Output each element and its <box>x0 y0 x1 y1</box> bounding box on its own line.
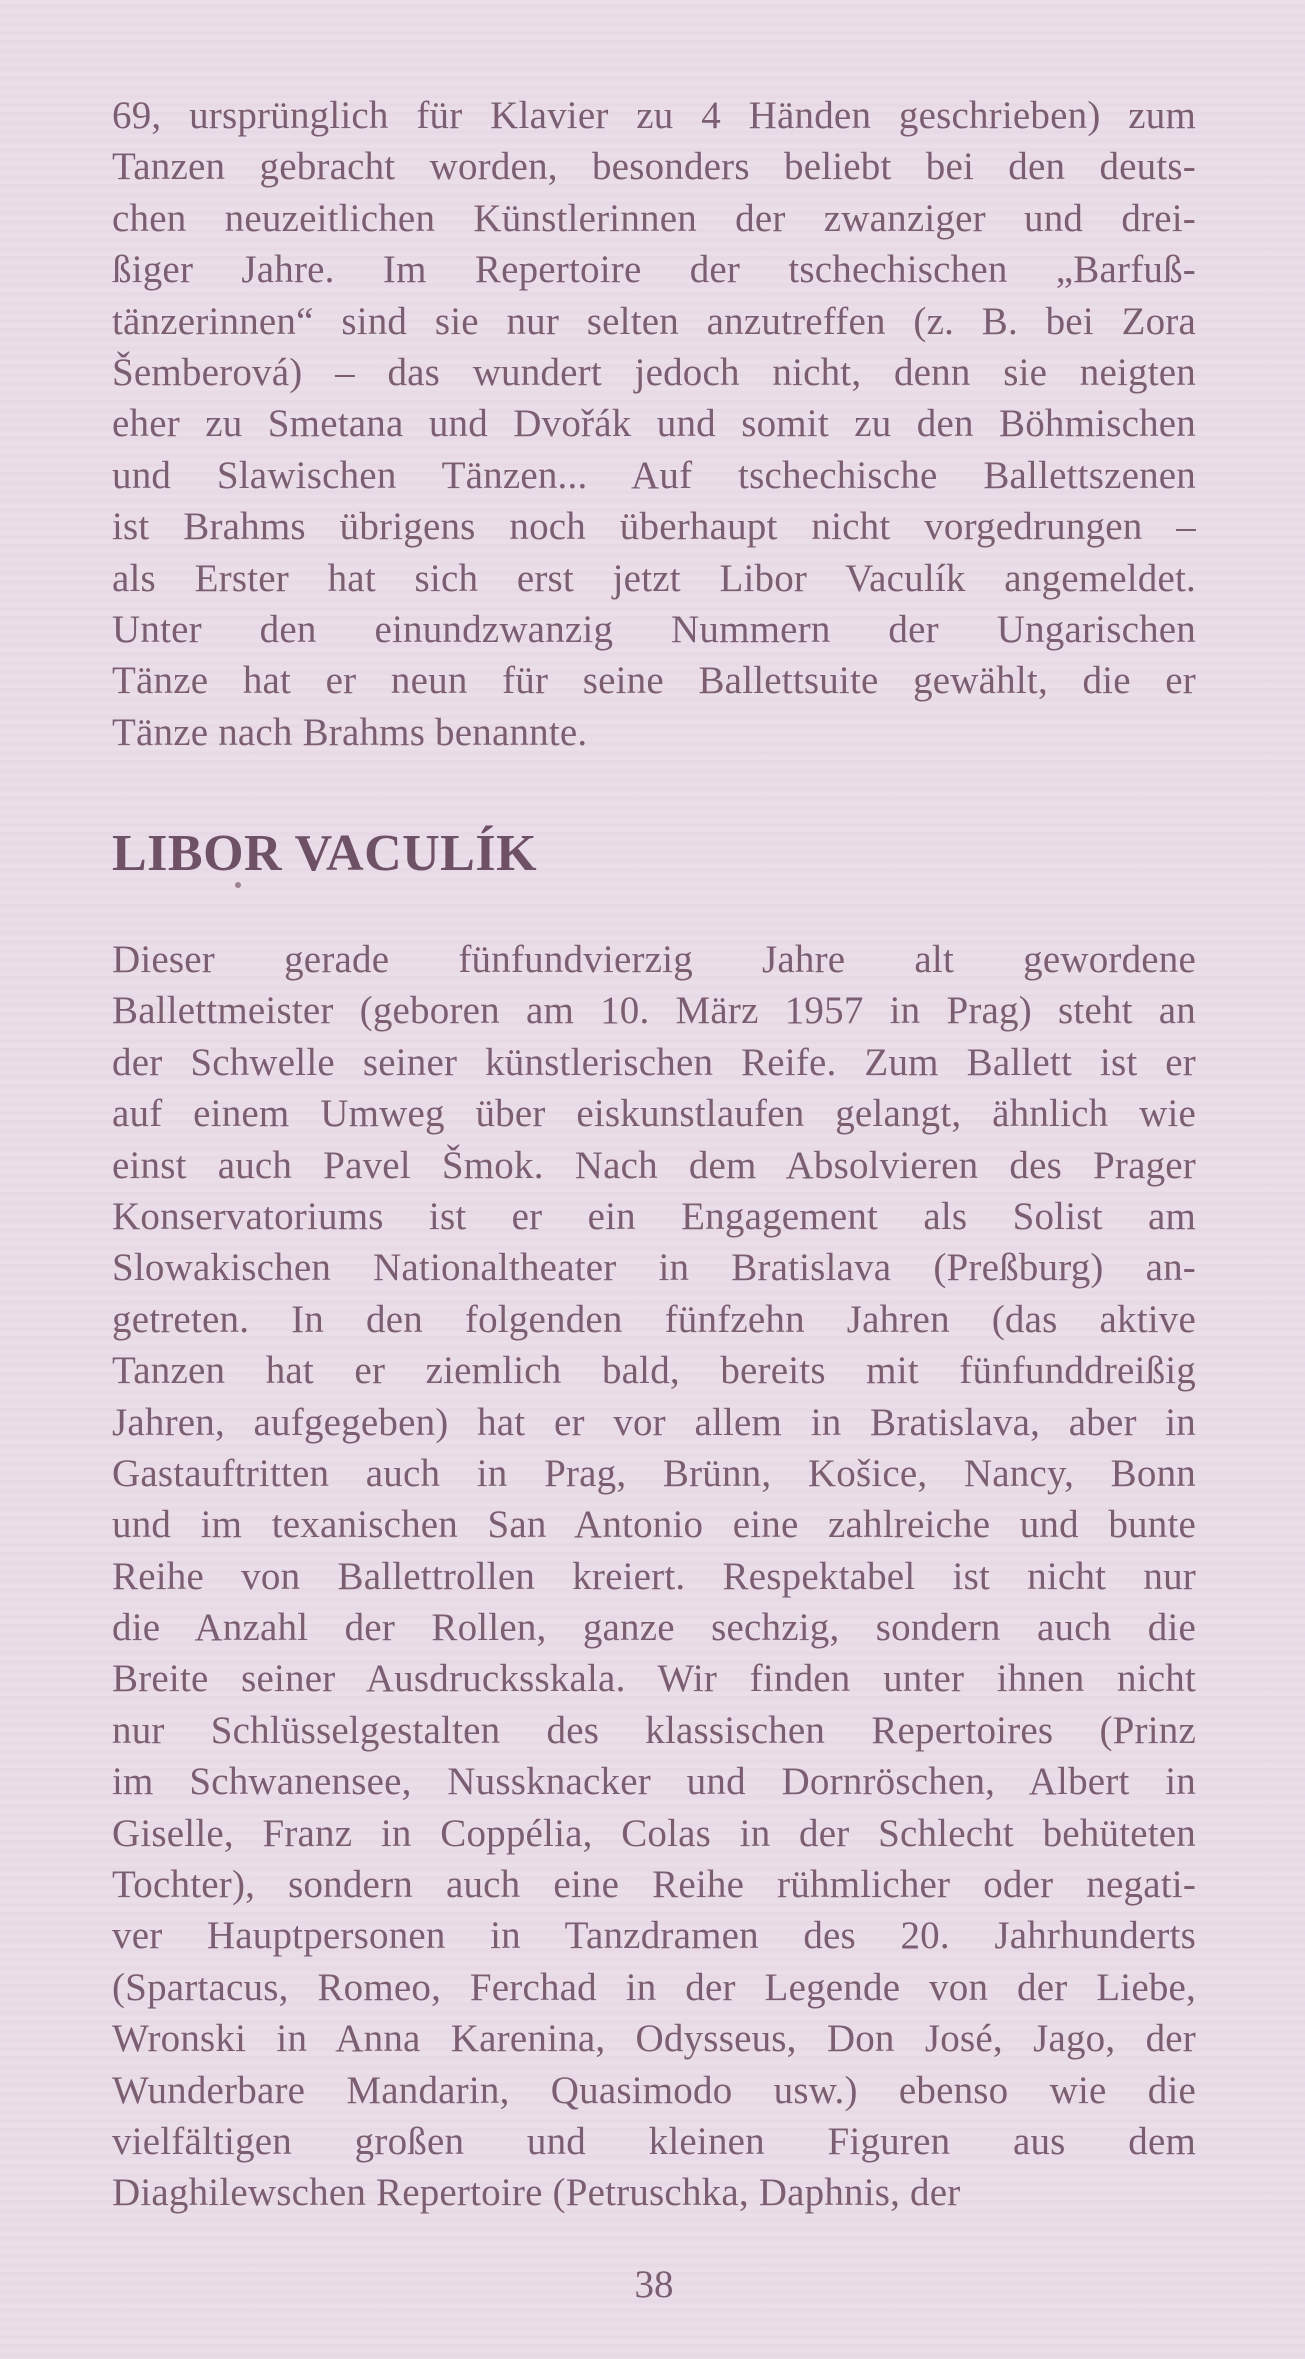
text-line: Breite seiner Ausdrucksskala. Wir finden unter ihnen nicht <box>112 1657 1196 1701</box>
text-line: Dieser gerade fünfundvierzig Jahre alt gewordene <box>112 938 1196 981</box>
text-line: Tänze hat er neun für seine Ballettsuite gewählt, die er <box>112 659 1196 703</box>
paragraph-brahms-taenze <box>112 90 1196 758</box>
text-line: Slowakischen Nationaltheater in Bratislava (Preßburg) an- <box>112 1246 1196 1290</box>
text-line: Wronski in Anna Karenina, Odysseus, Don José, Jago, der <box>112 2017 1196 2061</box>
text-line: nur Schlüsselgestalten des klassischen Repertoires (Prinz <box>112 1708 1196 1752</box>
text-line: einst auch Pavel Šmok. Nach dem Absolvieren des Prager <box>112 1143 1196 1187</box>
text-line: (Spartacus, Romeo, Ferchad in der Legende von der Liebe, <box>112 1965 1196 2009</box>
text-line: chen neuzeitlichen Künstlerinnen der zwanziger und drei- <box>112 196 1196 240</box>
text-line: auf einem Umweg über eiskunstlaufen gelangt, ähnlich wie <box>112 1092 1196 1136</box>
text-line: Konservatoriums ist er ein Engagement als Solist am <box>112 1194 1196 1238</box>
text-line: Reihe von Ballettrollen kreiert. Respektabel ist nicht nur <box>112 1554 1196 1598</box>
text-line: Ballettmeister (geboren am 10. März 1957 in Prag) steht an <box>112 989 1196 1033</box>
text-line: 69, ursprünglich für Klavier zu 4 Händen geschrieben) zum <box>112 94 1196 137</box>
text-line: die Anzahl der Rollen, ganze sechzig, sondern auch die <box>112 1606 1196 1650</box>
text-line: Tanzen hat er ziemlich bald, bereits mit fünfunddreißig <box>112 1349 1196 1393</box>
text-line: vielfältigen großen und kleinen Figuren aus dem <box>112 2119 1196 2163</box>
text-line: Unter den einundzwanzig Nummern der Ungarischen <box>112 607 1196 651</box>
ink-speck <box>235 882 241 888</box>
text-line: der Schwelle seiner künstlerischen Reife. Zum Ballett ist er <box>112 1040 1196 1084</box>
text-line: tänzerinnen“ sind sie nur selten anzutreffen (z. B. bei Zora <box>112 299 1196 343</box>
text-line: Jahren, aufgegeben) hat er vor allem in Bratislava, aber in <box>112 1400 1196 1444</box>
text-line: Šemberová) – das wundert jedoch nicht, denn sie neigten <box>112 350 1196 394</box>
text-line: Tanzen gebracht worden, besonders beliebt bei den deuts- <box>112 145 1196 189</box>
text-line: und Slawischen Tänzen... Auf tschechische Ballettszenen <box>112 453 1196 497</box>
text-line: ver Hauptpersonen in Tanzdramen des 20. Jahrhunderts <box>112 1914 1196 1958</box>
text-line: als Erster hat sich erst jetzt Libor Vaculík angemeldet. <box>112 556 1196 600</box>
text-line: ßiger Jahre. Im Repertoire der tschechischen „Barfuß- <box>112 248 1196 292</box>
text-line: eher zu Smetana und Dvořák und somit zu den Böhmischen <box>112 402 1196 446</box>
page-number: 38 <box>634 2263 674 2306</box>
text-line: und im texanischen San Antonio eine zahlreiche und bunte <box>112 1503 1196 1547</box>
text-line: Gastauftritten auch in Prag, Brünn, Košice, Nancy, Bonn <box>112 1451 1196 1495</box>
paragraph-libor-vaculik <box>112 934 1196 2219</box>
text-line: getreten. In den folgenden fünfzehn Jahren (das aktive <box>112 1297 1196 1341</box>
section-heading: LIBOR VACULÍK <box>112 825 538 882</box>
text-line: im Schwanensee, Nussknacker und Dornröschen, Albert in <box>112 1760 1196 1804</box>
text-line: Wunderbare Mandarin, Quasimodo usw.) ebenso wie die <box>112 2068 1196 2112</box>
text-line: Giselle, Franz in Coppélia, Colas in der Schlecht behüteten <box>112 1811 1196 1855</box>
text-line: Diaghilewschen Repertoire (Petruschka, Daphnis, der <box>112 2171 961 2215</box>
text-line: ist Brahms übrigens noch überhaupt nicht vorgedrungen – <box>112 505 1196 549</box>
text-line: Tänze nach Brahms benannte. <box>112 710 588 754</box>
text-line: Tochter), sondern auch eine Reihe rühmlicher oder negati- <box>112 1863 1196 1907</box>
